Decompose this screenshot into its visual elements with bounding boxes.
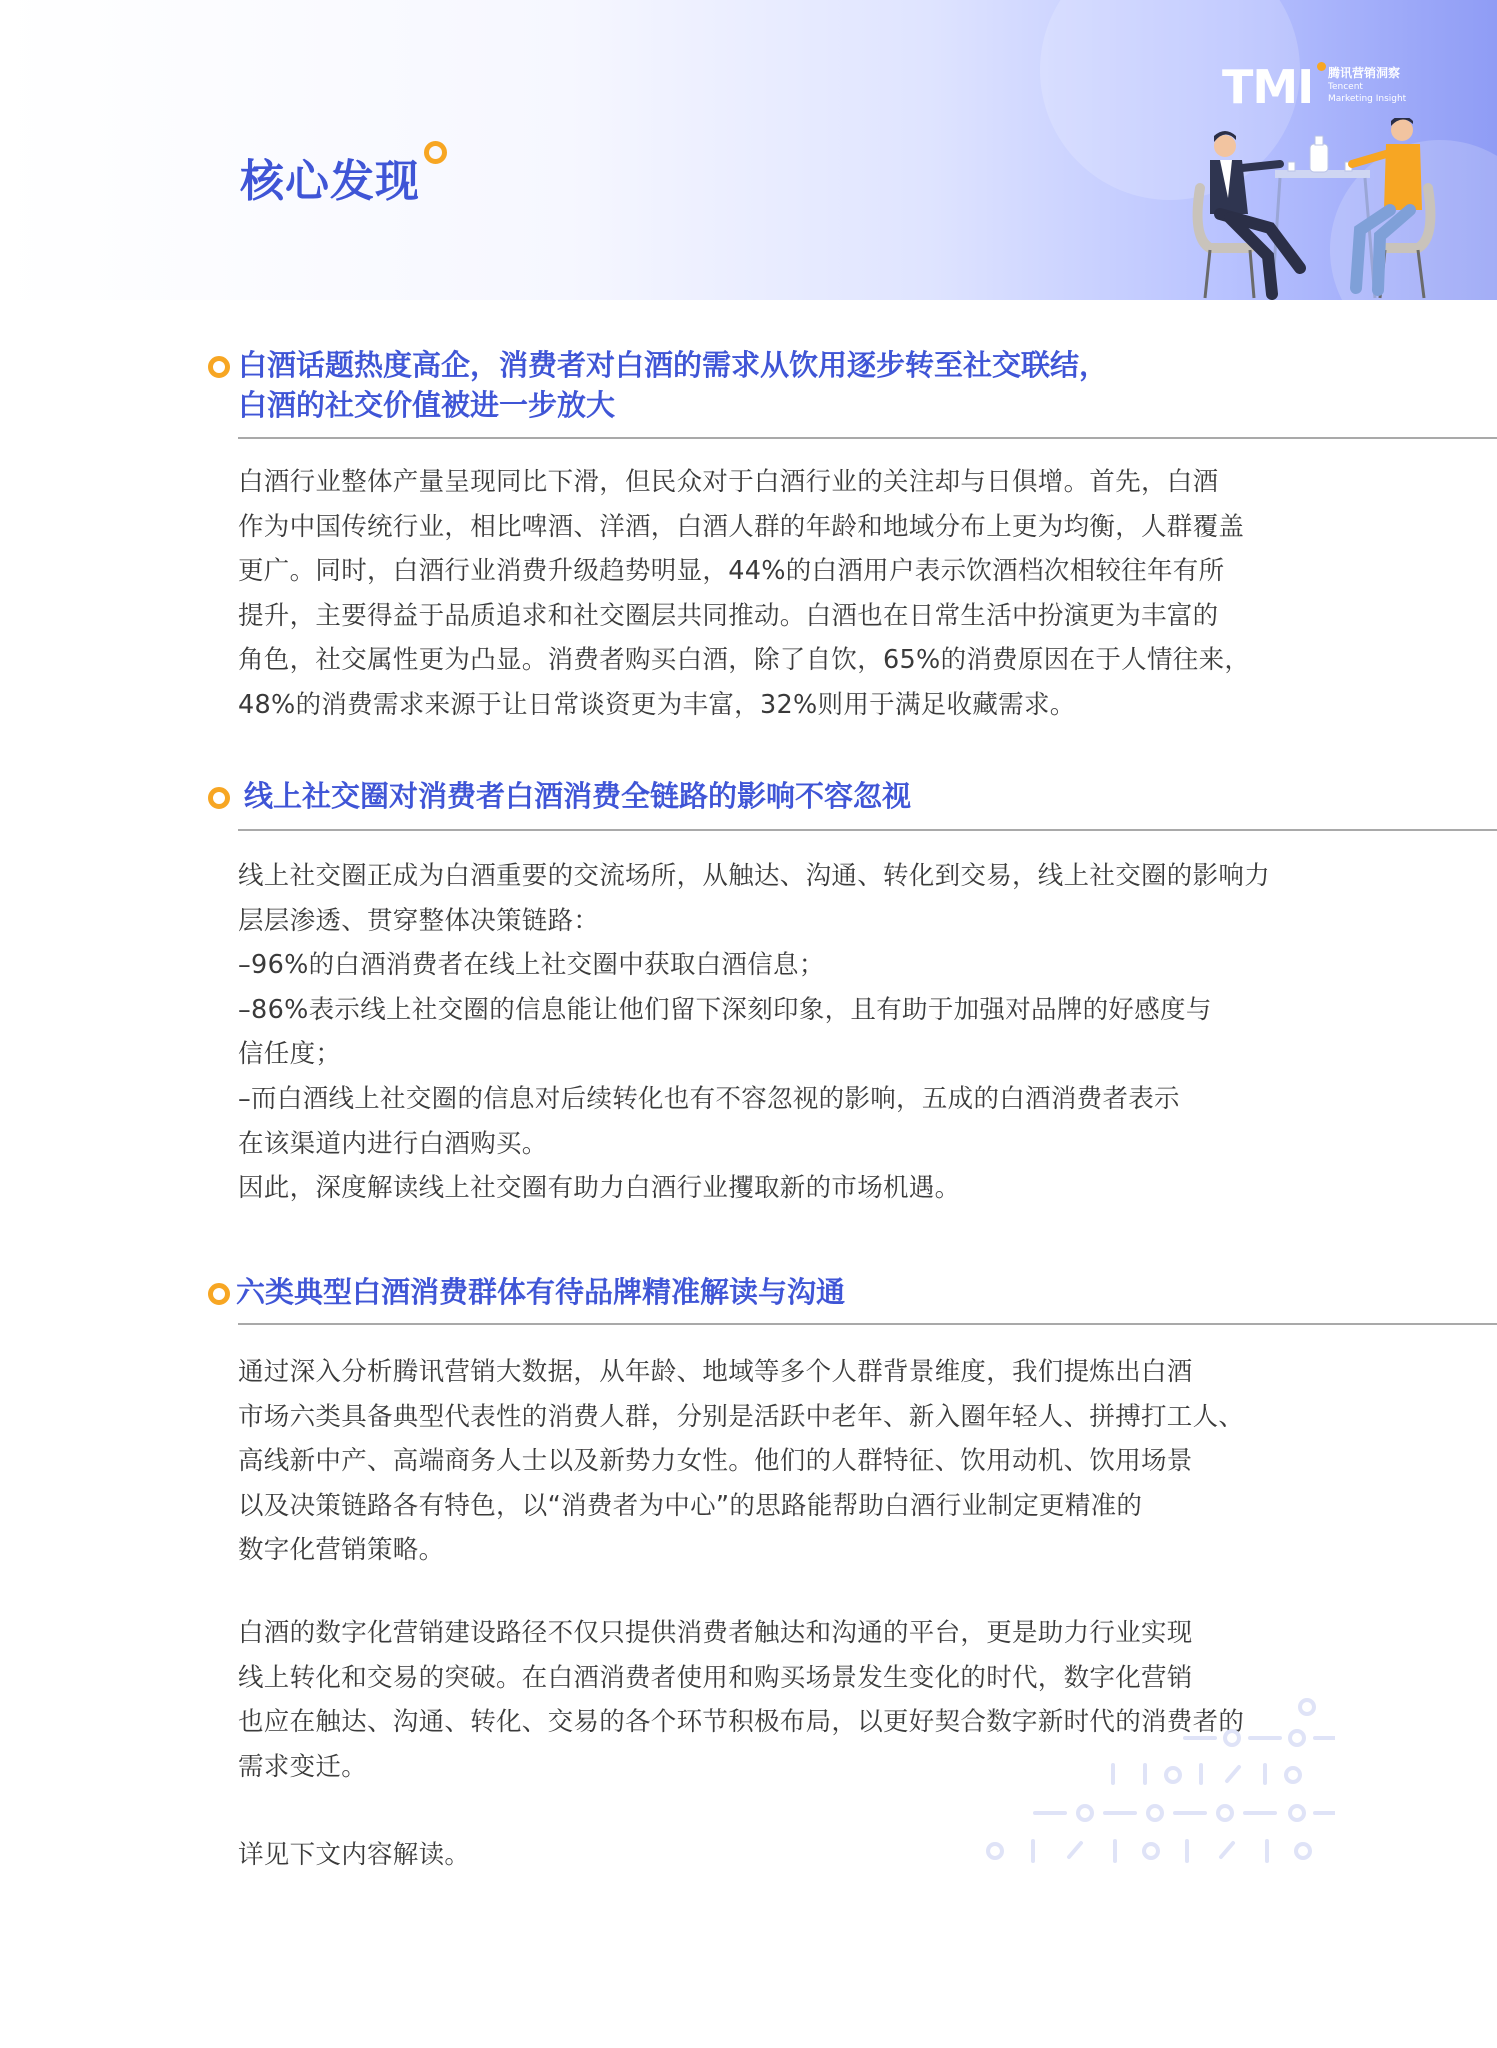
- text-line: 数字化营销策略。: [238, 1535, 445, 1566]
- text-line: 作为中国传统行业，相比啤酒、洋酒，白酒人群的年龄和地域分布上更为均衡，人群覆盖: [238, 511, 1245, 542]
- text-line: 白酒行业整体产量呈现同比下滑，但民众对于白酒行业的关注却与日俱增。首先，白酒: [238, 467, 1219, 497]
- section-heading-line: 白酒话题热度高企，消费者对白酒的需求从饮用逐步转至社交联结，: [238, 348, 1109, 382]
- text-line: 信任度；: [238, 1039, 342, 1070]
- logo-en-text-2: Marketing Insight: [1328, 94, 1407, 104]
- section-heading-3: [208, 1272, 1298, 1332]
- section-divider: [238, 829, 1497, 831]
- text-line: 层层渗透、贯穿整体决策链路：: [238, 905, 600, 936]
- text-line: 以及决策链路各有特色，以“消费者为中心”的思路能帮助白酒行业制定更精准的: [238, 1490, 1143, 1521]
- people-at-table-illustration: [1180, 118, 1450, 300]
- logo-letters: TMI: [1222, 60, 1314, 114]
- logo-cn-text: 腾讯营销洞察: [1328, 66, 1401, 80]
- text-line: 高线新中产、高端商务人士以及新势力女性。他们的人群特征、饮用动机、饮用场景: [238, 1446, 1193, 1477]
- section-1-paragraph: [238, 460, 1304, 728]
- text-line: 详见下文内容解读。: [238, 1840, 471, 1870]
- text-line: 线上转化和交易的突破。在白酒消费者使用和购买场景发生变化的时代，数字化营销: [238, 1662, 1193, 1693]
- logo-en-text-1: Tencent: [1328, 82, 1363, 92]
- section-heading-line: 线上社交圈对消费者白酒消费全链路的影响不容忽视: [244, 779, 912, 813]
- section-2-paragraph: [238, 854, 1304, 1211]
- title-ring-icon: [424, 141, 447, 164]
- text-line: –86%表示线上社交圈的信息能让他们留下深刻印象，且有助于加强对品牌的好感度与: [238, 994, 1212, 1025]
- text-line: –96%的白酒消费者在线上社交圈中获取白酒信息；: [238, 950, 825, 981]
- text-line: 需求变迁。: [238, 1751, 368, 1782]
- text-line: 提升，主要得益于品质追求和社交圈层共同推动。白酒也在日常生活中扮演更为丰富的: [238, 600, 1219, 631]
- logo: [1222, 62, 1412, 112]
- text-line: 更广。同时，白酒行业消费升级趋势明显，44%的白酒用户表示饮酒档次相较往年有所: [238, 556, 1225, 587]
- text-line: 因此，深度解读线上社交圈有助力白酒行业攫取新的市场机遇。: [238, 1173, 961, 1204]
- section-heading-1: [208, 345, 1298, 445]
- logo-dot-icon: [1317, 62, 1326, 71]
- text-line: 市场六类具备典型代表性的消费人群，分别是活跃中老年、新入圈年轻人、拼搏打工人、: [238, 1401, 1245, 1432]
- section-divider: [238, 437, 1497, 439]
- circuit-decoration: [975, 1695, 1335, 1885]
- text-line: 48%的消费需求来源于让日常谈资更为丰富，32%则用于满足收藏需求。: [238, 689, 1076, 720]
- orange-ring-bullet-icon: [208, 356, 230, 378]
- orange-ring-bullet-icon: [208, 1283, 230, 1305]
- text-line: 通过深入分析腾讯营销大数据，从年龄、地域等多个人群背景维度，我们提炼出白酒: [238, 1357, 1193, 1387]
- text-line: 在该渠道内进行白酒购买。: [238, 1128, 548, 1159]
- orange-ring-bullet-icon: [208, 787, 230, 809]
- section-heading-line: 六类典型白酒消费群体有待品牌精准解读与沟通: [236, 1275, 846, 1309]
- section-heading-2: [208, 776, 1298, 836]
- text-line: –而白酒线上社交圈的信息对后续转化也有不容忽视的影响，五成的白酒消费者表示: [238, 1083, 1180, 1114]
- page-title: 核心发现: [240, 156, 420, 207]
- text-line: 也应在触达、沟通、转化、交易的各个环节积极布局，以更好契合数字新时代的消费者的: [238, 1707, 1245, 1738]
- section-divider: [238, 1323, 1497, 1325]
- text-line: 线上社交圈正成为白酒重要的交流场所，从触达、沟通、转化到交易，线上社交圈的影响力: [238, 861, 1271, 891]
- text-line: 白酒的数字化营销建设路径不仅只提供消费者触达和沟通的平台，更是助力行业实现: [238, 1618, 1193, 1648]
- text-line: 角色，社交属性更为凸显。消费者购买白酒，除了自饮，65%的消费原因在于人情往来，: [238, 645, 1251, 676]
- section-heading-line: 白酒的社交价值被进一步放大: [238, 388, 616, 422]
- section-3-paragraph-1: [238, 1350, 1304, 1573]
